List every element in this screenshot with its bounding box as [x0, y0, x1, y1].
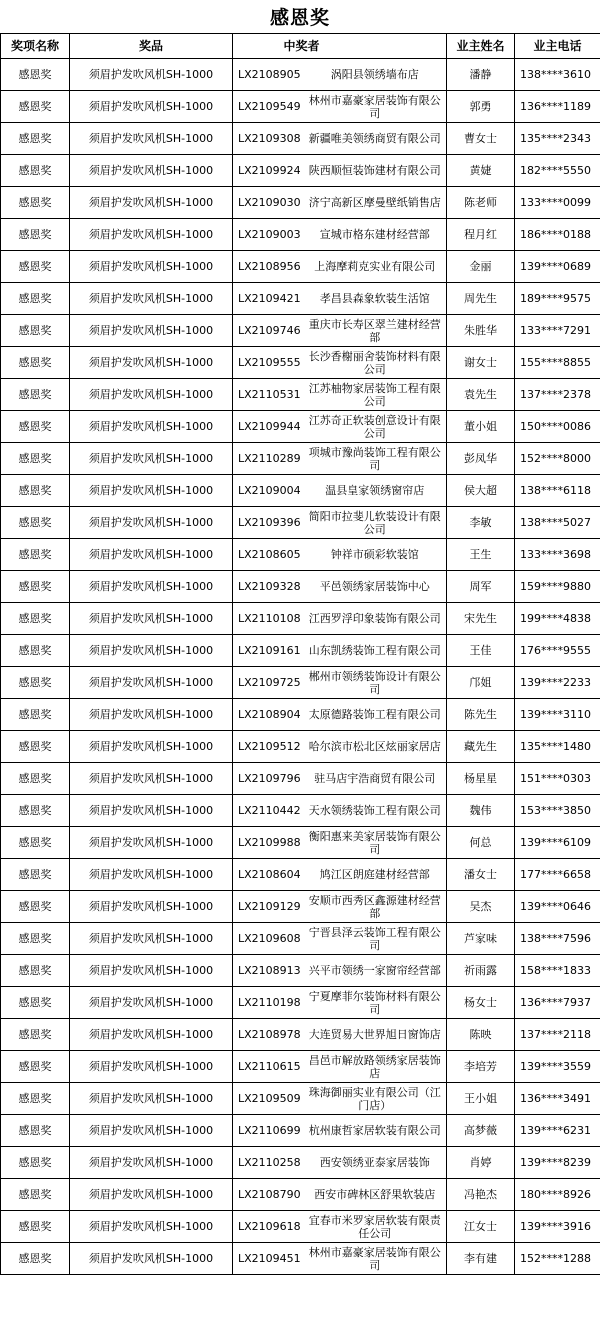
winner-code-cell: LX2110198: [233, 987, 304, 1019]
owner-name-cell: 曹女士: [447, 123, 515, 155]
header-phone: 业主电话: [515, 34, 600, 59]
prize-cell: 须眉护发吹风机SH-1000: [70, 891, 233, 923]
award-cell: 感恩奖: [1, 507, 70, 539]
owner-name-cell: 周军: [447, 571, 515, 603]
winner-company-cell: 鸠江区朗庭建材经营部: [304, 859, 447, 891]
prize-cell: 须眉护发吹风机SH-1000: [70, 923, 233, 955]
owner-name-cell: 程月红: [447, 219, 515, 251]
winner-code-cell: LX2109328: [233, 571, 304, 603]
owner-phone-cell: 135****2343: [515, 123, 600, 155]
winner-code-cell: LX2109129: [233, 891, 304, 923]
prize-cell: 须眉护发吹风机SH-1000: [70, 443, 233, 475]
award-cell: 感恩奖: [1, 635, 70, 667]
table-row: [1, 59, 600, 91]
owner-phone-cell: 139****8239: [515, 1147, 600, 1179]
owner-phone-cell: 152****8000: [515, 443, 600, 475]
table-row: [1, 91, 600, 123]
table-row: [1, 635, 600, 667]
award-cell: 感恩奖: [1, 699, 70, 731]
prize-cell: 须眉护发吹风机SH-1000: [70, 1019, 233, 1051]
winner-code-cell: LX2109924: [233, 155, 304, 187]
table-row: [1, 955, 600, 987]
award-cell: 感恩奖: [1, 987, 70, 1019]
owner-name-cell: 吴杰: [447, 891, 515, 923]
table-row: [1, 859, 600, 891]
owner-phone-cell: 159****9880: [515, 571, 600, 603]
winner-company-cell: 陕西顺恒装饰建材有限公司: [304, 155, 447, 187]
winner-company-cell: 驻马店宇浩商贸有限公司: [304, 763, 447, 795]
winner-code-cell: LX2109549: [233, 91, 304, 123]
award-cell: 感恩奖: [1, 795, 70, 827]
award-cell: 感恩奖: [1, 91, 70, 123]
header-row: [1, 34, 600, 59]
table-row: [1, 891, 600, 923]
prize-cell: 须眉护发吹风机SH-1000: [70, 379, 233, 411]
owner-phone-cell: 139****6231: [515, 1115, 600, 1147]
winner-table: [0, 33, 600, 1275]
owner-name-cell: 魏伟: [447, 795, 515, 827]
prize-cell: 须眉护发吹风机SH-1000: [70, 1083, 233, 1115]
prize-cell: 须眉护发吹风机SH-1000: [70, 187, 233, 219]
table-row: [1, 411, 600, 443]
owner-phone-cell: 137****2118: [515, 1019, 600, 1051]
winner-company-cell: 上海摩莉克实业有限公司: [304, 251, 447, 283]
owner-name-cell: 袁先生: [447, 379, 515, 411]
winner-code-cell: LX2110258: [233, 1147, 304, 1179]
prize-cell: 须眉护发吹风机SH-1000: [70, 667, 233, 699]
award-cell: 感恩奖: [1, 763, 70, 795]
winner-company-cell: 宁晋县泽云装饰工程有限公司: [304, 923, 447, 955]
winner-company-cell: 宁夏摩菲尔装饰材料有限公司: [304, 987, 447, 1019]
winner-code-cell: LX2109725: [233, 667, 304, 699]
winner-code-cell: LX2109030: [233, 187, 304, 219]
table-row: [1, 219, 600, 251]
table-row: [1, 315, 600, 347]
prize-cell: 须眉护发吹风机SH-1000: [70, 1147, 233, 1179]
owner-name-cell: 邝姐: [447, 667, 515, 699]
winner-code-cell: LX2109618: [233, 1211, 304, 1243]
prize-cell: 须眉护发吹风机SH-1000: [70, 155, 233, 187]
owner-phone-cell: 186****0188: [515, 219, 600, 251]
winner-code-cell: LX2108913: [233, 955, 304, 987]
winner-code-cell: LX2109004: [233, 475, 304, 507]
owner-phone-cell: 153****3850: [515, 795, 600, 827]
winner-code-cell: LX2109512: [233, 731, 304, 763]
prize-cell: 须眉护发吹风机SH-1000: [70, 571, 233, 603]
award-cell: 感恩奖: [1, 123, 70, 155]
table-body: [1, 59, 600, 1275]
winner-company-cell: 简阳市拉斐儿软装设计有限公司: [304, 507, 447, 539]
owner-phone-cell: 136****7937: [515, 987, 600, 1019]
winner-company-cell: 西安领绣亚泰家居装饰: [304, 1147, 447, 1179]
header-owner: 业主姓名: [447, 34, 515, 59]
prize-cell: 须眉护发吹风机SH-1000: [70, 315, 233, 347]
owner-name-cell: 杨女士: [447, 987, 515, 1019]
award-cell: 感恩奖: [1, 1115, 70, 1147]
table-row: [1, 1019, 600, 1051]
owner-phone-cell: 138****6118: [515, 475, 600, 507]
owner-phone-cell: 180****8926: [515, 1179, 600, 1211]
winner-code-cell: LX2109421: [233, 283, 304, 315]
prize-cell: 须眉护发吹风机SH-1000: [70, 251, 233, 283]
award-cell: 感恩奖: [1, 411, 70, 443]
award-cell: 感恩奖: [1, 1179, 70, 1211]
prize-cell: 须眉护发吹风机SH-1000: [70, 795, 233, 827]
winner-company-cell: 温县皇家领绣窗帘店: [304, 475, 447, 507]
award-cell: 感恩奖: [1, 219, 70, 251]
winner-code-cell: LX2109608: [233, 923, 304, 955]
owner-phone-cell: 139****0689: [515, 251, 600, 283]
winner-code-cell: LX2108790: [233, 1179, 304, 1211]
owner-name-cell: 郭勇: [447, 91, 515, 123]
winner-code-cell: LX2110108: [233, 603, 304, 635]
owner-name-cell: 潘静: [447, 59, 515, 91]
table-header: [1, 34, 600, 59]
winner-code-cell: LX2109988: [233, 827, 304, 859]
prize-cell: 须眉护发吹风机SH-1000: [70, 219, 233, 251]
award-cell: 感恩奖: [1, 187, 70, 219]
owner-name-cell: 黄婕: [447, 155, 515, 187]
winner-code-cell: LX2110442: [233, 795, 304, 827]
award-cell: 感恩奖: [1, 1211, 70, 1243]
table-row: [1, 987, 600, 1019]
owner-name-cell: 彭凤华: [447, 443, 515, 475]
owner-phone-cell: 139****3110: [515, 699, 600, 731]
owner-phone-cell: 152****1288: [515, 1243, 600, 1275]
award-cell: 感恩奖: [1, 1083, 70, 1115]
owner-name-cell: 董小姐: [447, 411, 515, 443]
header-award: 奖项名称: [1, 34, 70, 59]
owner-phone-cell: 135****1480: [515, 731, 600, 763]
prize-cell: 须眉护发吹风机SH-1000: [70, 539, 233, 571]
award-cell: 感恩奖: [1, 347, 70, 379]
winner-code-cell: LX2110699: [233, 1115, 304, 1147]
winner-company-cell: 山东凯绣装饰工程有限公司: [304, 635, 447, 667]
winner-company-cell: 林州市嘉豪家居装饰有限公司: [304, 1243, 447, 1275]
owner-name-cell: 芦家味: [447, 923, 515, 955]
award-cell: 感恩奖: [1, 251, 70, 283]
prize-cell: 须眉护发吹风机SH-1000: [70, 1115, 233, 1147]
prize-cell: 须眉护发吹风机SH-1000: [70, 123, 233, 155]
winner-company-cell: 涡阳县领绣墙布店: [304, 59, 447, 91]
owner-name-cell: 冯艳杰: [447, 1179, 515, 1211]
winner-company-cell: 宣城市格东建材经营部: [304, 219, 447, 251]
owner-name-cell: 李有建: [447, 1243, 515, 1275]
owner-name-cell: 肖婷: [447, 1147, 515, 1179]
owner-phone-cell: 133****3698: [515, 539, 600, 571]
winner-company-cell: 重庆市长寿区翠兰建材经营部: [304, 315, 447, 347]
award-cell: 感恩奖: [1, 315, 70, 347]
table-row: [1, 347, 600, 379]
table-row: [1, 795, 600, 827]
table-row: [1, 155, 600, 187]
prize-cell: 须眉护发吹风机SH-1000: [70, 347, 233, 379]
winner-code-cell: LX2108604: [233, 859, 304, 891]
table-row: [1, 539, 600, 571]
owner-phone-cell: 150****0086: [515, 411, 600, 443]
winner-code-cell: LX2110289: [233, 443, 304, 475]
winner-company-cell: 平邑领绣家居装饰中心: [304, 571, 447, 603]
award-cell: 感恩奖: [1, 475, 70, 507]
owner-phone-cell: 133****0099: [515, 187, 600, 219]
table-row: [1, 123, 600, 155]
owner-name-cell: 谢女士: [447, 347, 515, 379]
header-winner-label: 中奖者: [283, 38, 320, 53]
owner-phone-cell: 182****5550: [515, 155, 600, 187]
winner-company-cell: 杭州康哲家居软装有限公司: [304, 1115, 447, 1147]
owner-phone-cell: 177****6658: [515, 859, 600, 891]
table-row: [1, 283, 600, 315]
prize-cell: 须眉护发吹风机SH-1000: [70, 59, 233, 91]
winner-company-cell: 宜春市米罗家居软装有限责任公司: [304, 1211, 447, 1243]
winner-company-cell: 江苏柚物家居装饰工程有限公司: [304, 379, 447, 411]
winner-code-cell: LX2109796: [233, 763, 304, 795]
owner-name-cell: 朱胜华: [447, 315, 515, 347]
owner-name-cell: 王佳: [447, 635, 515, 667]
owner-name-cell: 王生: [447, 539, 515, 571]
owner-phone-cell: 136****3491: [515, 1083, 600, 1115]
owner-name-cell: 杨星星: [447, 763, 515, 795]
winner-code-cell: LX2108905: [233, 59, 304, 91]
award-cell: 感恩奖: [1, 891, 70, 923]
winner-company-cell: 林州市嘉豪家居装饰有限公司: [304, 91, 447, 123]
table-row: [1, 571, 600, 603]
award-cell: 感恩奖: [1, 1019, 70, 1051]
table-row: [1, 667, 600, 699]
owner-phone-cell: 139****3916: [515, 1211, 600, 1243]
winner-company-cell: 江苏奇正软装创意设计有限公司: [304, 411, 447, 443]
winner-code-cell: LX2108956: [233, 251, 304, 283]
table-row: [1, 443, 600, 475]
winner-code-cell: LX2109308: [233, 123, 304, 155]
winner-company-cell: 新疆唯美领绣商贸有限公司: [304, 123, 447, 155]
table-row: [1, 475, 600, 507]
owner-name-cell: 侯大超: [447, 475, 515, 507]
prize-cell: 须眉护发吹风机SH-1000: [70, 1211, 233, 1243]
award-cell: 感恩奖: [1, 1147, 70, 1179]
winner-code-cell: LX2108904: [233, 699, 304, 731]
prize-cell: 须眉护发吹风机SH-1000: [70, 763, 233, 795]
owner-name-cell: 宋先生: [447, 603, 515, 635]
prize-cell: 须眉护发吹风机SH-1000: [70, 507, 233, 539]
award-cell: 感恩奖: [1, 603, 70, 635]
prize-cell: 须眉护发吹风机SH-1000: [70, 1179, 233, 1211]
winner-company-cell: 衡阳惠来美家居装饰有限公司: [304, 827, 447, 859]
winner-company-cell: 太原德路装饰工程有限公司: [304, 699, 447, 731]
winner-company-cell: 大连贸易大世界旭日窗饰店: [304, 1019, 447, 1051]
owner-phone-cell: 139****6109: [515, 827, 600, 859]
prize-cell: 须眉护发吹风机SH-1000: [70, 699, 233, 731]
award-cell: 感恩奖: [1, 155, 70, 187]
owner-name-cell: 金丽: [447, 251, 515, 283]
winner-code-cell: LX2109396: [233, 507, 304, 539]
winner-code-cell: LX2109451: [233, 1243, 304, 1275]
award-cell: 感恩奖: [1, 731, 70, 763]
award-cell: 感恩奖: [1, 923, 70, 955]
winner-company-cell: 安顺市西秀区鑫源建材经营部: [304, 891, 447, 923]
owner-phone-cell: 158****1833: [515, 955, 600, 987]
prize-cell: 须眉护发吹风机SH-1000: [70, 635, 233, 667]
owner-name-cell: 藏先生: [447, 731, 515, 763]
prize-cell: 须眉护发吹风机SH-1000: [70, 1243, 233, 1275]
table-row: [1, 1243, 600, 1275]
owner-name-cell: 王小姐: [447, 1083, 515, 1115]
winner-code-cell: LX2110615: [233, 1051, 304, 1083]
winner-company-cell: 天水领绣装饰工程有限公司: [304, 795, 447, 827]
owner-phone-cell: 139****2233: [515, 667, 600, 699]
winner-code-cell: LX2109746: [233, 315, 304, 347]
award-cell: 感恩奖: [1, 667, 70, 699]
prize-cell: 须眉护发吹风机SH-1000: [70, 283, 233, 315]
owner-phone-cell: 155****8855: [515, 347, 600, 379]
winner-company-cell: 长沙香榭丽舍装饰材料有限公司: [304, 347, 447, 379]
owner-name-cell: 李培芳: [447, 1051, 515, 1083]
owner-phone-cell: 189****9575: [515, 283, 600, 315]
table-row: [1, 1051, 600, 1083]
owner-name-cell: 高梦薇: [447, 1115, 515, 1147]
prize-cell: 须眉护发吹风机SH-1000: [70, 91, 233, 123]
owner-name-cell: 陈老师: [447, 187, 515, 219]
award-cell: 感恩奖: [1, 571, 70, 603]
table-row: [1, 699, 600, 731]
table-row: [1, 763, 600, 795]
winner-code-cell: LX2109555: [233, 347, 304, 379]
owner-name-cell: 陈映: [447, 1019, 515, 1051]
table-row: [1, 1147, 600, 1179]
award-cell: 感恩奖: [1, 59, 70, 91]
owner-phone-cell: 138****3610: [515, 59, 600, 91]
table-row: [1, 379, 600, 411]
award-cell: 感恩奖: [1, 443, 70, 475]
winner-company-cell: 项城市豫尚装饰工程有限公司: [304, 443, 447, 475]
award-cell: 感恩奖: [1, 283, 70, 315]
prize-cell: 须眉护发吹风机SH-1000: [70, 603, 233, 635]
prize-cell: 须眉护发吹风机SH-1000: [70, 827, 233, 859]
owner-name-cell: 何总: [447, 827, 515, 859]
winner-code-cell: LX2109509: [233, 1083, 304, 1115]
winner-company-cell: 兴平市领绣一家窗帘经营部: [304, 955, 447, 987]
owner-phone-cell: 176****9555: [515, 635, 600, 667]
table-row: [1, 731, 600, 763]
owner-phone-cell: 138****7596: [515, 923, 600, 955]
prize-cell: 须眉护发吹风机SH-1000: [70, 731, 233, 763]
table-row: [1, 1179, 600, 1211]
prize-cell: 须眉护发吹风机SH-1000: [70, 955, 233, 987]
owner-name-cell: 陈先生: [447, 699, 515, 731]
owner-phone-cell: 199****4838: [515, 603, 600, 635]
owner-phone-cell: 151****0303: [515, 763, 600, 795]
owner-name-cell: 周先生: [447, 283, 515, 315]
table-row: [1, 1115, 600, 1147]
table-row: [1, 251, 600, 283]
winner-company-cell: 哈尔滨市松北区炫丽家居店: [304, 731, 447, 763]
header-prize: 奖品: [70, 34, 233, 59]
award-cell: 感恩奖: [1, 379, 70, 411]
owner-name-cell: 江女士: [447, 1211, 515, 1243]
table-row: [1, 187, 600, 219]
winner-company-cell: 昌邑市解放路领绣家居装饰店: [304, 1051, 447, 1083]
award-cell: 感恩奖: [1, 827, 70, 859]
table-row: [1, 507, 600, 539]
winner-code-cell: LX2109161: [233, 635, 304, 667]
owner-phone-cell: 139****0646: [515, 891, 600, 923]
winner-company-cell: 孝昌县森象软装生活馆: [304, 283, 447, 315]
prize-cell: 须眉护发吹风机SH-1000: [70, 987, 233, 1019]
prize-cell: 须眉护发吹风机SH-1000: [70, 859, 233, 891]
winner-company-cell: 郴州市领绣装饰设计有限公司: [304, 667, 447, 699]
winner-company-cell: 钟祥市硕彩软装馆: [304, 539, 447, 571]
winner-code-cell: LX2109944: [233, 411, 304, 443]
prize-cell: 须眉护发吹风机SH-1000: [70, 411, 233, 443]
table-row: [1, 923, 600, 955]
owner-phone-cell: 137****2378: [515, 379, 600, 411]
owner-phone-cell: 139****3559: [515, 1051, 600, 1083]
award-cell: 感恩奖: [1, 539, 70, 571]
winner-code-cell: LX2110531: [233, 379, 304, 411]
owner-name-cell: 潘女士: [447, 859, 515, 891]
header-winner: [233, 34, 447, 59]
award-cell: 感恩奖: [1, 1051, 70, 1083]
prize-cell: 须眉护发吹风机SH-1000: [70, 1051, 233, 1083]
table-row: [1, 827, 600, 859]
winner-company-cell: 江西罗浮印象装饰有限公司: [304, 603, 447, 635]
winner-company-cell: 珠海御丽实业有限公司（江门店）: [304, 1083, 447, 1115]
winner-company-cell: 济宁高新区摩曼壁纸销售店: [304, 187, 447, 219]
award-cell: 感恩奖: [1, 955, 70, 987]
table-row: [1, 1083, 600, 1115]
award-cell: 感恩奖: [1, 1243, 70, 1275]
award-cell: 感恩奖: [1, 859, 70, 891]
winner-company-cell: 西安市碑林区舒果软装店: [304, 1179, 447, 1211]
table-row: [1, 603, 600, 635]
owner-phone-cell: 136****1189: [515, 91, 600, 123]
owner-name-cell: 李敏: [447, 507, 515, 539]
owner-name-cell: 祈雨露: [447, 955, 515, 987]
table-row: [1, 1211, 600, 1243]
winner-code-cell: LX2108605: [233, 539, 304, 571]
owner-phone-cell: 138****5027: [515, 507, 600, 539]
sheet-title: 感恩奖: [269, 7, 330, 29]
winner-code-cell: LX2108978: [233, 1019, 304, 1051]
winner-code-cell: LX2109003: [233, 219, 304, 251]
owner-phone-cell: 133****7291: [515, 315, 600, 347]
prize-cell: 须眉护发吹风机SH-1000: [70, 475, 233, 507]
